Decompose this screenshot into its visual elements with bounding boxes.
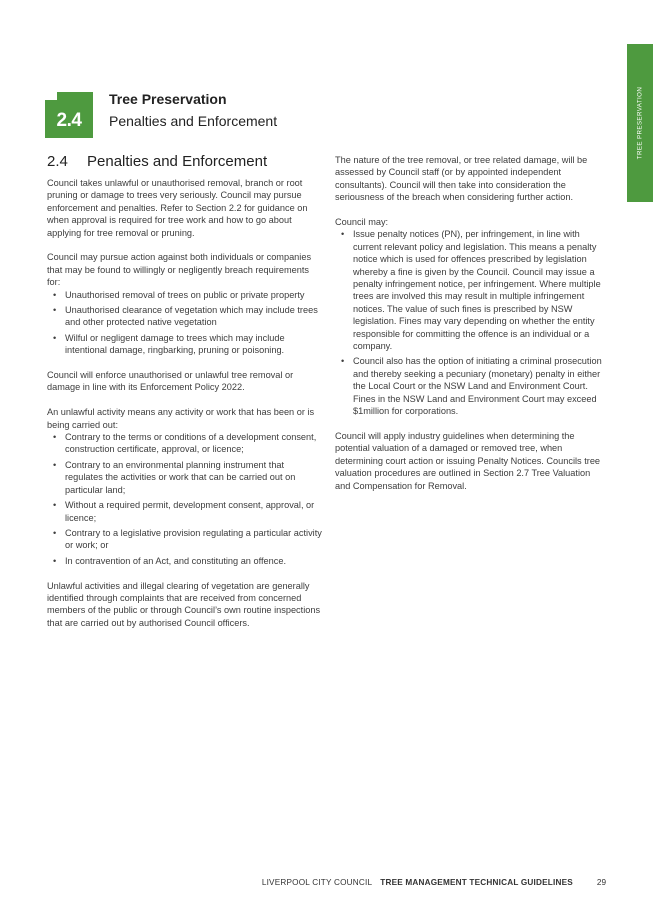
list-item: • Contrary to the terms or conditions of a development consent, construction certificate, approval, or licence;	[53, 432, 317, 455]
header-subtitle: Penalties and Enforcement	[109, 113, 278, 129]
section-number: 2.4	[47, 153, 68, 170]
paragraph: Unlawful activities and illegal clearing of vegetation are generally identified through complaints that are received from concerned members of the public or through Council’s own routine inspections that are carried out by authorised Council officers.	[47, 580, 321, 628]
list-item: • Council also has the option of initiating a criminal prosecution and thereby seeking a pecuniary (monetary) penalty in either the Local Court or the NSW Land and Environment Court. Fines in the NSW Land and Environment Court may exceed $1million for corporations.	[341, 356, 602, 417]
list-item: • Without a required permit, development consent, approval, or licence;	[53, 500, 315, 523]
side-tab-label: TREE PRESERVATION	[636, 86, 644, 160]
bullet-icon: •	[53, 332, 57, 343]
list-item: • Contrary to an environmental planning instrument that regulates the activities or work that can be carried out on particular land;	[53, 459, 296, 495]
badge-number: 2.4	[56, 110, 82, 131]
list-item: • Wilful or negligent damage to trees which may include intentional damage, ringbarking, pruning or poisoning.	[53, 332, 285, 356]
bullet-icon: •	[53, 459, 57, 470]
paragraph: An unlawful activity means any activity or work that has been or is being carried out:	[47, 407, 315, 430]
list-item: • Unauthorised clearance of vegetation which may include trees and other protected native vegetation	[53, 305, 318, 328]
bullet-icon: •	[341, 356, 345, 367]
bullet-icon: •	[53, 555, 57, 566]
bullet-icon: •	[53, 432, 57, 443]
bullet-icon: •	[53, 500, 57, 511]
list-item: • Unauthorised removal of trees on public or private property	[53, 289, 305, 300]
bullet-icon: •	[53, 305, 57, 316]
bullet-list	[47, 431, 323, 567]
section-title: Penalties and Enforcement	[87, 153, 268, 170]
paragraph: Council will apply industry guidelines when determining the potential valuation of a damaged or removed tree, when determining court action or issuing Penalty Notices. Councils tree valuation procedures are outlined in Section 2.7 Tree Valuation and Compensation for Removal.	[335, 430, 601, 491]
section-badge	[45, 92, 93, 138]
right-column	[335, 154, 608, 504]
side-tab	[627, 44, 653, 202]
list-item: • Contrary to a legislative provision regulating a particular activity or work; or	[53, 527, 322, 551]
paragraph: The nature of the tree removal, or tree related damage, will be assessed by Council staff (or by appointed independent consultants). Council will then take into consideration the seriousness of the breach when considering further action.	[335, 155, 588, 203]
page-footer	[262, 878, 606, 887]
page-number: 29	[596, 878, 606, 887]
header-title: Tree Preservation	[109, 91, 227, 107]
section-heading	[47, 152, 323, 172]
left-column	[47, 152, 323, 642]
paragraph: Council will enforce unauthorised or unlawful tree removal or damage in line with its Enforcement Policy 2022.	[47, 370, 294, 393]
bullet-icon: •	[53, 527, 57, 538]
bullet-icon: •	[53, 289, 57, 300]
bullet-list	[47, 289, 323, 357]
paragraph: Council may pursue action against both individuals or companies that may be found to willingly or negligently breach requirements for:	[47, 252, 312, 288]
footer-org: LIVERPOOL CITY COUNCIL	[261, 878, 373, 887]
footer-doc-title: TREE MANAGEMENT TECHNICAL GUIDELINES	[380, 878, 573, 887]
list-item: • In contravention of an Act, and constituting an offence.	[53, 555, 286, 566]
bullet-list	[335, 228, 608, 417]
bullet-icon: •	[341, 229, 345, 240]
paragraph: Council may:	[335, 217, 389, 228]
list-item: • Issue penalty notices (PN), per infringement, in line with current relevant policy and legislation. This means a penalty notice which is used for offences prescribed by legislation whereby a fine is given by the Council. Council may issue a penalty infringement notice, per infringement. Where multiple trees are involved this may result in multiple infringement notices. The value of such fines is prescribed by NSW legislation. Fines may vary depending on whether the entity responsible for committing the offence is an individual or a company.	[341, 229, 601, 352]
paragraph: Council takes unlawful or unauthorised removal, branch or root pruning or damage to trees very seriously. Council may pursue enforcement and penalties. Refer to Section 2.2 for guidance on when approval is required for tree work and how to go about applying for tree removal or pruning.	[47, 178, 308, 238]
